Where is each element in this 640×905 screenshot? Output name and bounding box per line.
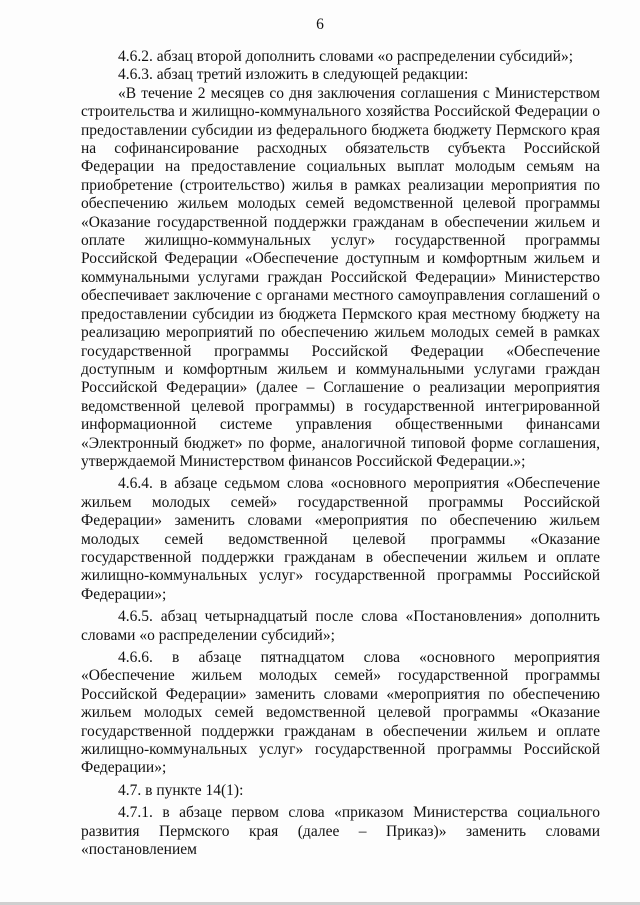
paragraph-4-6-4: 4.6.4. в абзаце седьмом слова «основного мероприятия «Обеспечение жильем молодых семей» государственной программы Российской Федерации» заменить словами «мероприятия по обеспечению жильем молодых семей ведомственной целевой программы «Оказание государственной поддержки гражданам в обеспечении жильем и оплате жилищно-коммунальных услуг» государственной программы Российской Федерации»; [81, 475, 600, 603]
paragraph-4-7: 4.7. в пункте 14(1): [118, 781, 244, 799]
page-number: 6 [316, 16, 324, 33]
paragraph-4-6-2: 4.6.2. абзац второй дополнить словами «о распределении субсидий»; [118, 48, 574, 65]
paragraph-4-7-1: 4.7.1. в абзаце первом слова «приказом Министерства социального развития Пермского края (далее – Приказ)» заменить словами «постановлением [81, 804, 600, 859]
paragraph-quoted-amendment: «В течение 2 месяцев со дня заключения соглашения с Министерством строительства и жилищно-коммунального хозяйства Российской Федерации о предоставлении субсидии из федерального бюджета бюджету Пермского края на софинансирование расходных обязательств субъекта Российской Федерации на предоставление социальных выплат молодым семьям на приобретение (строительство) жилья в рамках реализации мероприятия по обеспечению жильем молодых семей ведомственной целевой программы «Оказание государственной поддержки гражданам в обеспечении жильем и оплате жилищно-коммунальных услуг» государственной программы Российской Федерации «Обеспечение доступным и комфортным жильем и коммунальными услугами граждан Российской Федерации» Министерство обеспечивает заключение с органами местного самоуправления соглашений о предоставлении субсидии из бюджета Пермского края местному бюджету на реализацию мероприятий по обеспечению жильем молодых семей в рамках государственной программы Российской Федерации «Обеспечение доступным и комфортным жильем и коммунальными услугами граждан Российской Федерации» (далее – Соглашение о реализации мероприятия ведомственной целевой программы) в государственной интегрированной информационной системе управления общественными финансами «Электронный бюджет» по форме, аналогичной типовой форме соглашения, утверждаемой Министерством финансов Российской Федерации.»; [81, 84, 600, 470]
paragraph-4-6-3: 4.6.3. абзац третий изложить в следующей редакции: [118, 66, 469, 84]
document-body [81, 48, 600, 859]
paragraph-4-6-6: 4.6.6. в абзаце пятнадцатом слова «основного мероприятия «Обеспечение жильем молодых семей» государственной программы Российской Федерации» заменить словами «мероприятия по обеспечению жильем молодых семей ведомственной целевой программы «Оказание государственной поддержки гражданам в обеспечении жильем и оплате жилищно-коммунальных услуг» государственной программы Российской Федерации»; [81, 649, 600, 777]
paragraph-4-6-5: 4.6.5. абзац четырнадцатый после слова «Постановления» дополнить словами «о распределении субсидий»; [81, 608, 600, 644]
